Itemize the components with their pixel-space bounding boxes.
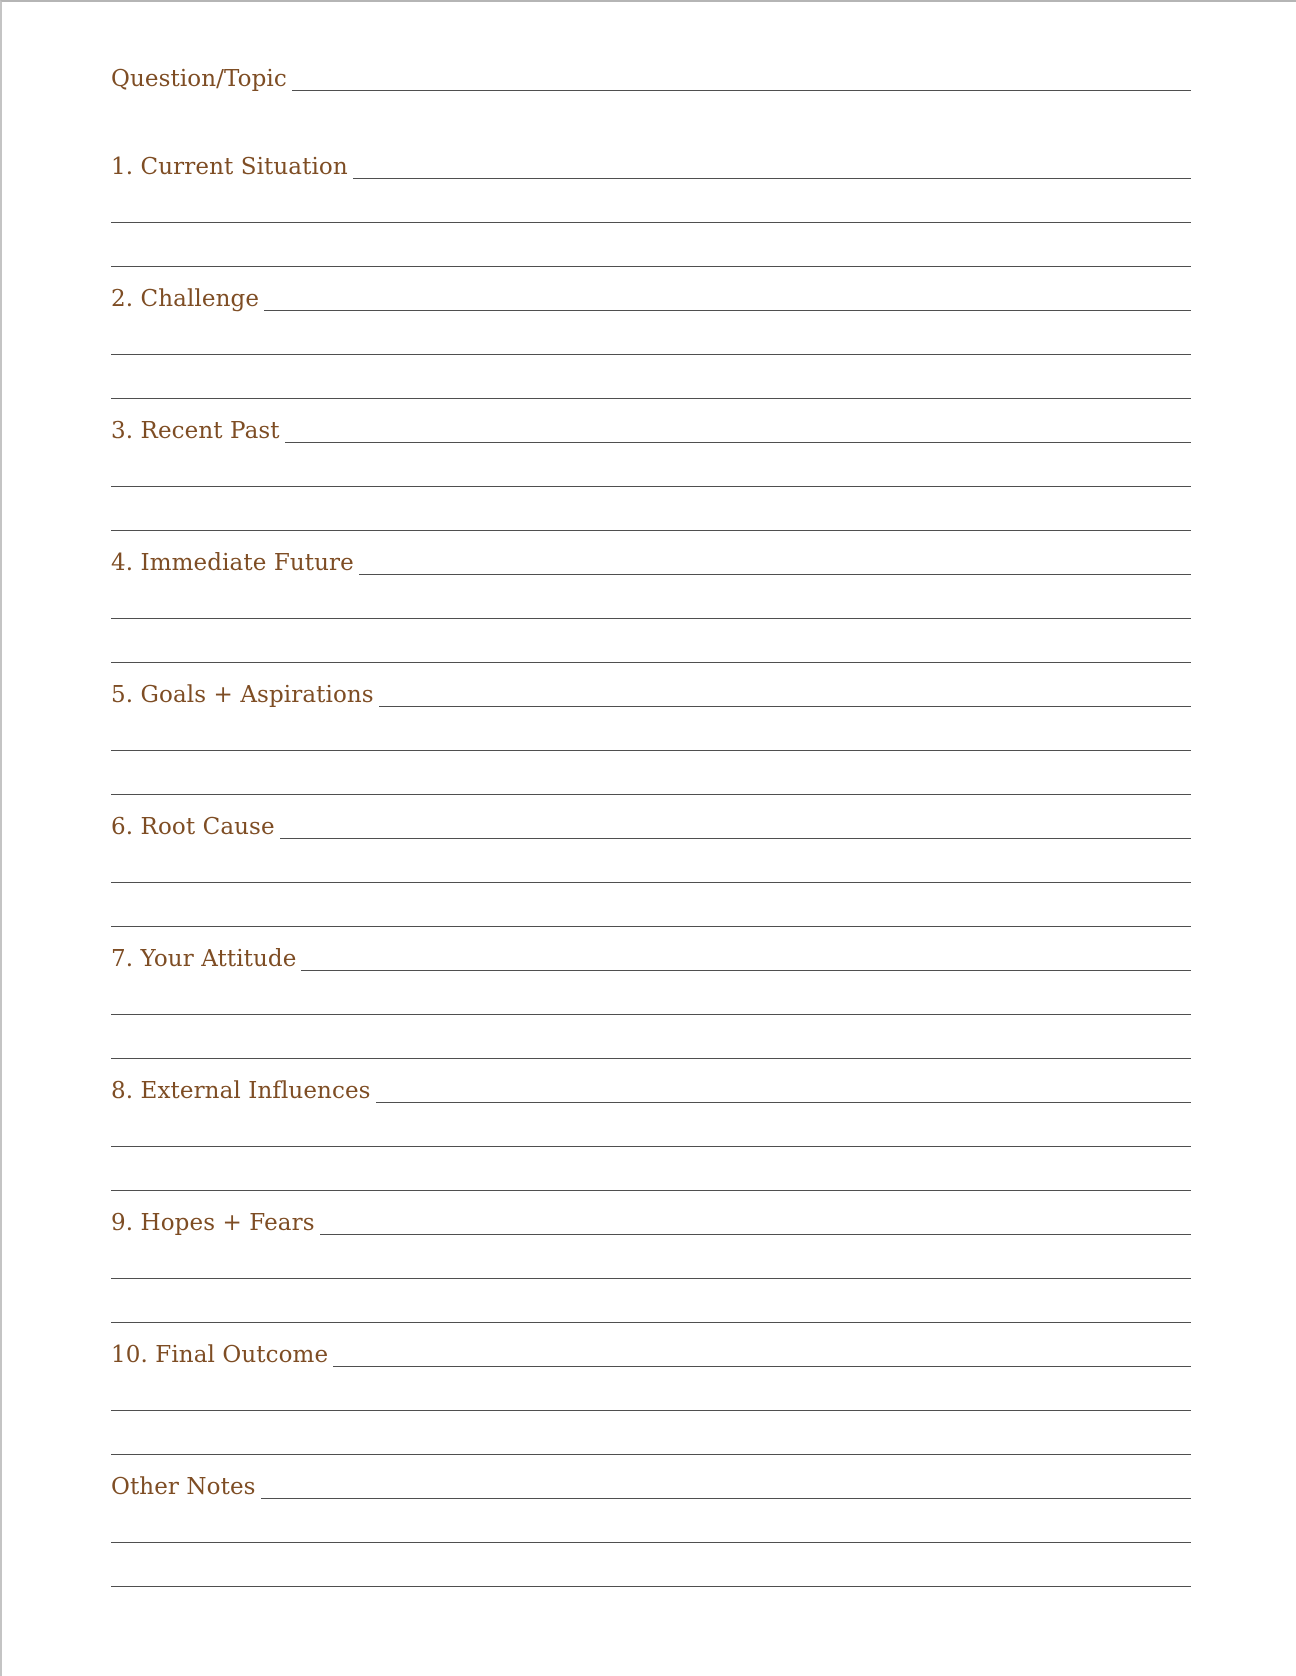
writing-line-row [111,977,1191,1017]
section-7-your-attitude [111,933,1191,973]
writing-line[interactable] [292,90,1191,91]
writing-line-row [111,1153,1191,1193]
writing-line[interactable] [111,222,1191,223]
writing-line[interactable] [111,618,1191,619]
writing-line-row [111,713,1191,753]
section-label: 3. Recent Past [111,418,280,444]
section-3-recent-past [111,405,1191,445]
writing-line-row [111,1021,1191,1061]
writing-line[interactable] [264,310,1191,311]
writing-line[interactable] [379,706,1191,707]
section-10-final-outcome [111,1329,1191,1369]
section-label: 9. Hopes + Fears [111,1210,315,1236]
section-label: 5. Goals + Aspirations [111,682,374,708]
writing-line[interactable] [111,1146,1191,1147]
section-label: 1. Current Situation [111,154,348,180]
section-5-goals-aspirations [111,669,1191,709]
writing-line[interactable] [353,178,1191,179]
writing-line[interactable] [111,882,1191,883]
writing-line-row [111,449,1191,489]
writing-line-row [111,1241,1191,1281]
writing-line[interactable] [111,750,1191,751]
section-6-root-cause [111,801,1191,841]
writing-line[interactable] [111,1586,1191,1587]
section-2-challenge [111,273,1191,313]
section-label: 6. Root Cause [111,814,275,840]
section-4-immediate-future [111,537,1191,577]
section-label: 10. Final Outcome [111,1342,329,1368]
writing-line[interactable] [320,1234,1191,1235]
writing-line-row [111,625,1191,665]
writing-line[interactable] [111,1190,1191,1191]
writing-line-row [111,317,1191,357]
section-label: 7. Your Attitude [111,946,297,972]
writing-line-row [111,493,1191,533]
section-label: 2. Challenge [111,286,260,312]
writing-line[interactable] [111,398,1191,399]
writing-line[interactable] [285,442,1191,443]
writing-line-row [111,1109,1191,1149]
writing-line[interactable] [301,970,1191,971]
section-label: Question/Topic [111,66,287,92]
writing-line[interactable] [261,1498,1191,1499]
writing-line[interactable] [111,1454,1191,1455]
writing-line[interactable] [111,530,1191,531]
writing-line[interactable] [111,1542,1191,1543]
writing-line[interactable] [333,1366,1191,1367]
writing-line[interactable] [111,354,1191,355]
writing-line-row [111,229,1191,269]
writing-line[interactable] [111,1058,1191,1059]
writing-line-row [111,581,1191,621]
writing-line-row [111,1373,1191,1413]
writing-line-row [111,1417,1191,1457]
writing-line[interactable] [111,926,1191,927]
writing-line-row [111,889,1191,929]
writing-line-row [111,845,1191,885]
writing-line[interactable] [111,1014,1191,1015]
writing-line-row [111,1505,1191,1545]
writing-line-row [111,1549,1191,1589]
writing-line[interactable] [111,662,1191,663]
section-label: Other Notes [111,1474,256,1500]
writing-line[interactable] [359,574,1191,575]
writing-line[interactable] [111,1322,1191,1323]
writing-line[interactable] [111,794,1191,795]
writing-line[interactable] [280,838,1191,839]
writing-line[interactable] [111,1410,1191,1411]
section-question-topic [111,53,1191,93]
writing-line-row [111,185,1191,225]
section-label: 4. Immediate Future [111,550,354,576]
writing-line[interactable] [111,1278,1191,1279]
section-label: 8. External Influences [111,1078,371,1104]
writing-line[interactable] [111,486,1191,487]
writing-line[interactable] [111,266,1191,267]
section-9-hopes-fears [111,1197,1191,1237]
writing-line-row [111,361,1191,401]
section-1-current-situation [111,141,1191,181]
writing-line-row [111,1285,1191,1325]
writing-line[interactable] [376,1102,1191,1103]
section-8-external-influences [111,1065,1191,1105]
writing-line-row [111,757,1191,797]
section-other-notes [111,1461,1191,1501]
